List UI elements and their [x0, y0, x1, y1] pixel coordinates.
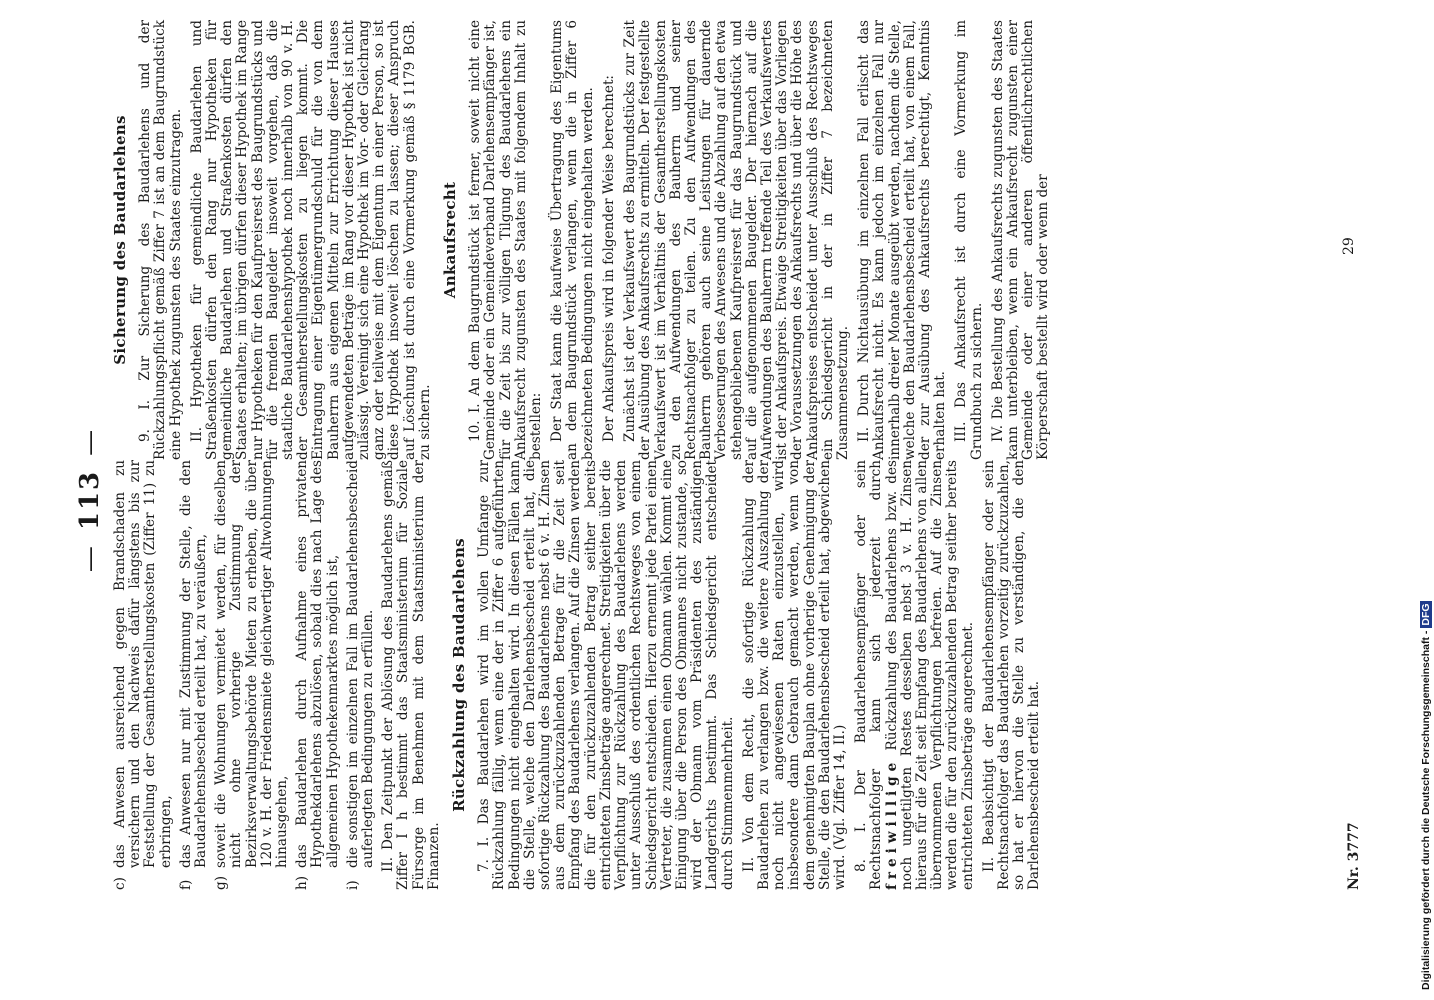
document-page [1, 0, 1371, 1000]
para-8-post: Rückzahlung des Baudarlehens bzw. des noch ungetilgten Restes desselben nebst 3 v. H. Zinsen hieraus für die Zeit seit Empfang des Baudarlehens von allen übernommenen Verpflichtungen befreien. Auf die Zinsen werden die für den zurückzuzahlenden Betrag seither bereits entrichteten Zinsbeträge angerechnet. [883, 459, 976, 890]
list-item [214, 460, 290, 890]
dfg-note-text: Digitalisierung gefördert durch die Deutsche Forschungsgemeinschaft - [1420, 630, 1432, 990]
paragraph-10-a: Der Staat kann die kaufweise Übertragung des Eigentums an dem Baugrundstück verlangen, wenn die in Ziffer 6 bezeichneten Bedingungen nicht eingehalten werden. [549, 20, 596, 460]
paragraph-9-i: 9. I. Zur Sicherung des Baudarlehens und der Rückzahlungspflicht gemäß Ziffer 7 ist an dem Baugrundstück eine Hypothek zugunsten des Staates einzutragen. [137, 20, 184, 460]
item-label: f) [177, 879, 194, 890]
paragraph-10-c: Zunächst ist der Verkaufswert des Baugrundstücks zur Zeit der Ausübung des Ankaufsrechts zu ermitteln. Der festgestellte Verkaufswert ist im Verhältnis der Gesamtherstellungskosten zu den Aufwendungen des Bauherrn und seiner Rechtsnachfolger zu teilen. Zu den Aufwendungen des Bauherrn gehören auch seine Leistungen für dauernde Verbesserungen des Anwesens und die Abzahlung auf den etwa stehengebliebenen Kaufpreisrest für das Baugrundstück und auf die aufgenommenen Baugelder. Der hiernach auf die Aufwendungen des Bauherrn treffende Teil des Verkaufswertes ist der Ankaufspreis. Etwaige Streitigkeiten über das Vorliegen der Voraussetzungen des Ankaufsrechts und über die Höhe des Ankaufspreises entscheidet unter Ausschluß des Rechtsweges ein Schiedsgericht in der in Ziffer 7 bezeichneten Zusammensetzung. [622, 20, 851, 460]
dfg-note-line [1420, 10, 1434, 990]
para-8-emphasis: freiwillige [883, 757, 900, 890]
list-item [179, 460, 209, 890]
paragraph-8-ii: II. Beabsichtigt der Baudarlehensempfänger oder sein Rechtsnachfolger das Baudarlehen vorzeitig zurückzuzahlen, so hat er hiervon die Stelle zu verständigen, die den Darlehensbescheid erteilt hat. [980, 460, 1043, 890]
paragraph-10-iv: IV. Die Bestellung des Ankaufsrechts zugunsten des Staates kann unterbleiben, wenn ein Ankaufsrecht zugunsten einer Gemeinde oder einer anderen öffentlichrechtlichen Körperschaft bestellt wird oder wenn der [989, 20, 1052, 460]
section-heading-rueckzahlung: Rückzahlung des Baudarlehens [450, 538, 469, 812]
item-text: das Anwesen ausreichend gegen Brandschaden zu versichern und den Nachweis dafür längstens bis zur Feststellung der Gesamtherstellungskosten (Ziffer 11) zu erbringen, [112, 460, 174, 868]
item-text: soweit die Wohnungen vermietet werden, für dieselben nicht ohne vorherige Zustimmung der Bezirksverwaltungsbehörde Mieten zu erheben, die über 120 v. H. der Friedensmiete gleichwertiger Altwohnungen hinausgehen, [213, 460, 291, 868]
page-header [71, 0, 111, 1000]
item-text: das Baudarlehen durch Aufnahme eines privaten Hypothekdarlehens abzulösen, sobald dies nach Lage des allgemeinen Hypothekenmarktes möglich ist, [294, 460, 341, 868]
item-label: g) [213, 875, 230, 890]
print-number: Nr. 3777 [1346, 822, 1362, 890]
dfg-margin-note [1420, 10, 1434, 990]
paragraph-6-ii: II. Den Zeitpunkt der Ablösung des Baudarlehens gemäß Ziffer I h bestimmt das Staatsministerium für Soziale Fürsorge im Benehmen mit dem Staatsministerium der Finanzen. [380, 460, 442, 890]
item-text: das Anwesen nur mit Zustimmung der Stelle, die den Baudarlehensbescheid erteilt hat, zu veräußern, [177, 460, 210, 868]
paragraph-10-ii: II. Durch Nichtausübung im einzelnen Fall erlischt das Ankaufsrecht nicht. Es kann jedoch im einzelnen Fall nur innerhalb dreier Monate ausgeübt werden, nachdem die Stelle, welche den Baudarlehensbescheid erteilt hat, von einem Fall, der zur Ausübung des Ankaufsrechts berechtigt, Kenntnis erhalten hat. [856, 20, 949, 460]
paragraph-7-ii: II. Von dem Recht, die sofortige Rückzahlung der Baudarlehen zu verlangen bzw. die weitere Auszahlung der noch nicht angewiesenen Raten einzustellen, wird insbesondere dann Gebrauch gemacht werden, wenn von dem genehmigten Bauplan ohne vorherige Genehmigung der Stelle, die den Baudarlehensbescheid erteilt hat, abgewichen wird. (Vgl. Ziffer 14, II.) [740, 460, 848, 890]
list-item [346, 460, 376, 890]
paragraph-7-i: 7. I. Das Baudarlehen wird im vollen Umfange zur Rückzahlung fällig, wenn eine der in Ziffer 6 aufgeführten Bedingungen nicht eingehalten wird. In diesen Fällen kann die Stelle, welche den Darlehensbescheid erteilt hat, die sofortige Rückzahlung des Baudarlehens nebst 6 v. H. Zinsen aus dem zurückzuzahlenden Betrage für die Zeit seit Empfang des Baudarlehens verlangen. Auf die Zinsen werden die für den zurückzuzahlenden Betrag seither bereits entrichteten Zinsbeträge angerechnet. Streitigkeiten über die Verpflichtung zur Rückzahlung des Baudarlehens werden unter Ausschluß des ordentlichen Rechtsweges von einem Schiedsgericht entschieden. Hierzu ernennt jede Partei einen Vertreter, die zusammen einen Obmann wählen. Kommt eine Einigung über die Person des Obmannes nicht zustande, so wird der Obmann vom Präsidenten des zuständigen Landgerichts bestimmt. Das Schiedsgericht entscheidet durch Stimmenmehrheit. [476, 460, 736, 890]
list-item [113, 460, 174, 890]
dfg-logo: DFG [1420, 603, 1432, 626]
item-label: c) [112, 877, 128, 890]
paragraph-10-iii: III. Das Ankaufsrecht ist durch eine Vormerkung im Grundbuch zu sichern. [953, 20, 985, 460]
paragraph-9-ii: II. Hypotheken für gemeindliche Baudarlehen und Straßenkosten dürfen den Rang nur Hypotheken für gemeindliche Baudarlehen und Straßenkosten dürfen den Staates erhalten; im übrigen dürfen dieser Hypothek im Range nur Hypotheken für den Kaufpreisrest des Baugrundstücks und für die fremden Baugelder insoweit vorgehen, daß die staatliche Baudarlehenshypothek noch innerhalb von 90 v. H. der Gesamtherstellungskosten zu liegen kommt. Die Eintragung einer Eigentümergrundschuld für die von dem Bauherrn aus eigenen Mitteln zur Errichtung dieser Hauses aufgewendeten Beträge im Rang vor dieser Hypothek ist nicht zulässig. Vereinigt sich eine Hypothek im Vor- oder Gleichrang ganz oder teilweise mit dem Eigentum in einer Person, so ist diese Hypothek insoweit löschen zu lassen; dieser Anspruch auf Löschung ist durch eine Vormerkung gemäß § 1179 BGB. zu sichern. [188, 20, 433, 460]
paragraph-10-i: 10. I. An dem Baugrundstück ist ferner, soweit nicht eine Gemeinde oder ein Gemeindeverband Darlehensempfänger ist, für die Zeit bis zur völligen Tilgung des Baudarlehens ein Ankaufsrecht zugunsten des Staates mit folgendem Inhalt zu bestellen: [467, 20, 545, 460]
page-number: 113 [75, 469, 105, 531]
section-heading-ankaufsrecht: Ankaufsrecht [441, 181, 460, 299]
page-number-line [75, 0, 105, 1000]
para-8-pre: 8. I. Der Baudarlehensempfänger oder sein Rechtsnachfolger kann sich jederzeit durch [853, 460, 885, 890]
header-dash-right: — [75, 427, 105, 456]
left-column [113, 460, 1049, 890]
right-column [113, 20, 1058, 460]
item-text: die sonstigen im einzelnen Fall im Baudarlehensbescheid auferlegten Bedingungen zu erfüllen. [344, 460, 377, 868]
section-heading-sicherung: Sicherung des Baudarlehens [111, 115, 129, 365]
item-label: h) [294, 875, 311, 890]
signature-number: 29 [1341, 237, 1357, 255]
header-dash-left: — [75, 544, 105, 573]
paragraph-10-b: Der Ankaufspreis wird in folgender Weise berechnet: [600, 75, 617, 442]
item-label: i) [344, 880, 361, 890]
paragraph-8-i [854, 460, 976, 890]
list-item [295, 460, 341, 890]
